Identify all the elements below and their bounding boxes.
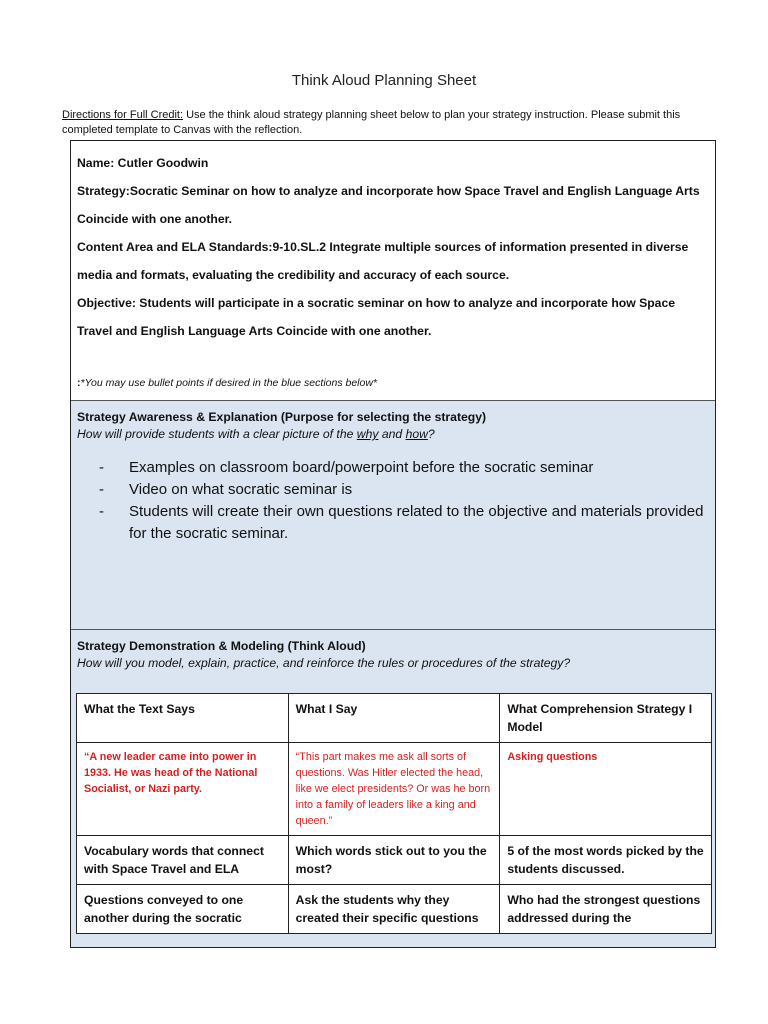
bullet-dash: - <box>99 481 104 498</box>
modeling-section <box>71 629 715 947</box>
table-row <box>77 885 712 934</box>
list-item <box>99 501 709 545</box>
planning-sheet <box>70 140 716 948</box>
table-cell: Asking questions <box>500 743 712 836</box>
bullet-text: Students will create their own questions related to the objective and materials provided for the socratic seminar. <box>129 503 704 542</box>
page-title: Think Aloud Planning Sheet <box>291 72 477 89</box>
column-header: What Comprehension Strategy I Model <box>500 694 712 743</box>
directions <box>62 108 722 138</box>
table-cell: “This part makes me ask all sorts of questions. Was Hitler elected the head, like we elect presidents? Or was he born into a family of leaders like a king and queen.” <box>288 743 500 836</box>
awareness-section <box>71 400 715 629</box>
table-cell: 5 of the most words picked by the students discussed. <box>500 836 712 885</box>
directions-label: Directions for Full Credit: <box>62 109 184 121</box>
column-header: What the Text Says <box>77 694 289 743</box>
bullet-text: Video on what socratic seminar is <box>129 481 353 498</box>
awareness-prompt <box>77 425 709 443</box>
bullet-dash: - <box>99 459 104 476</box>
content-area-line: Content Area and ELA Standards:9-10.SL.2 Integrate multiple sources of information presented in diverse media and formats, evaluating the credibility and accuracy of each source. <box>77 240 689 282</box>
note-text: *You may use bullet points if desired in the blue sections below* <box>80 377 378 389</box>
modeling-prompt: How will you model, explain, practice, and reinforce the rules or procedures of the strategy? <box>77 656 571 670</box>
table-cell: “A new leader came into power in 1933. He was head of the National Socialist, or Nazi party. <box>77 743 289 836</box>
list-item <box>99 457 709 479</box>
header-section <box>71 141 715 401</box>
awareness-prompt-how: how <box>405 427 428 441</box>
blue-sections-note <box>77 377 377 389</box>
awareness-prompt-start: How will provide students with a clear picture of the <box>77 427 357 441</box>
strategy-line: Strategy:Socratic Seminar on how to analyze and incorporate how Space Travel and English Language Arts Coincide with one another. <box>77 184 700 226</box>
table-header-row <box>77 694 712 743</box>
table-row <box>77 836 712 885</box>
list-item <box>99 479 709 501</box>
table-cell: Who had the strongest questions addressed during the <box>500 885 712 934</box>
awareness-prompt-why: why <box>356 427 379 441</box>
modeling-table <box>76 693 712 934</box>
awareness-prompt-and: and <box>378 427 406 441</box>
awareness-title: Strategy Awareness & Explanation (Purpose for selecting the strategy) <box>77 410 487 424</box>
table-cell: Ask the students why they created their specific questions <box>288 885 500 934</box>
column-header: What I Say <box>288 694 500 743</box>
modeling-title: Strategy Demonstration & Modeling (Think Aloud) <box>77 639 366 653</box>
table-cell: Vocabulary words that connect with Space Travel and ELA <box>77 836 289 885</box>
note-colon: : <box>77 377 81 389</box>
bullet-dash: - <box>99 503 104 520</box>
objective-line: Objective: Students will participate in a socratic seminar on how to analyze and incorporate how Space Travel and English Language Arts Coincide with one another. <box>77 296 676 338</box>
directions-text: Use the think aloud strategy planning sheet below to plan your strategy instruction. Please submit this completed template to Canvas with the reflection. <box>62 109 681 136</box>
table-row <box>77 743 712 836</box>
table-cell: Which words stick out to you the most? <box>288 836 500 885</box>
awareness-prompt-end: ? <box>427 427 435 441</box>
name-line: Name: Cutler Goodwin <box>77 156 209 170</box>
awareness-bullets <box>77 457 709 545</box>
table-cell: Questions conveyed to one another during the socratic <box>77 885 289 934</box>
bullet-text: Examples on classroom board/powerpoint before the socratic seminar <box>129 459 594 476</box>
